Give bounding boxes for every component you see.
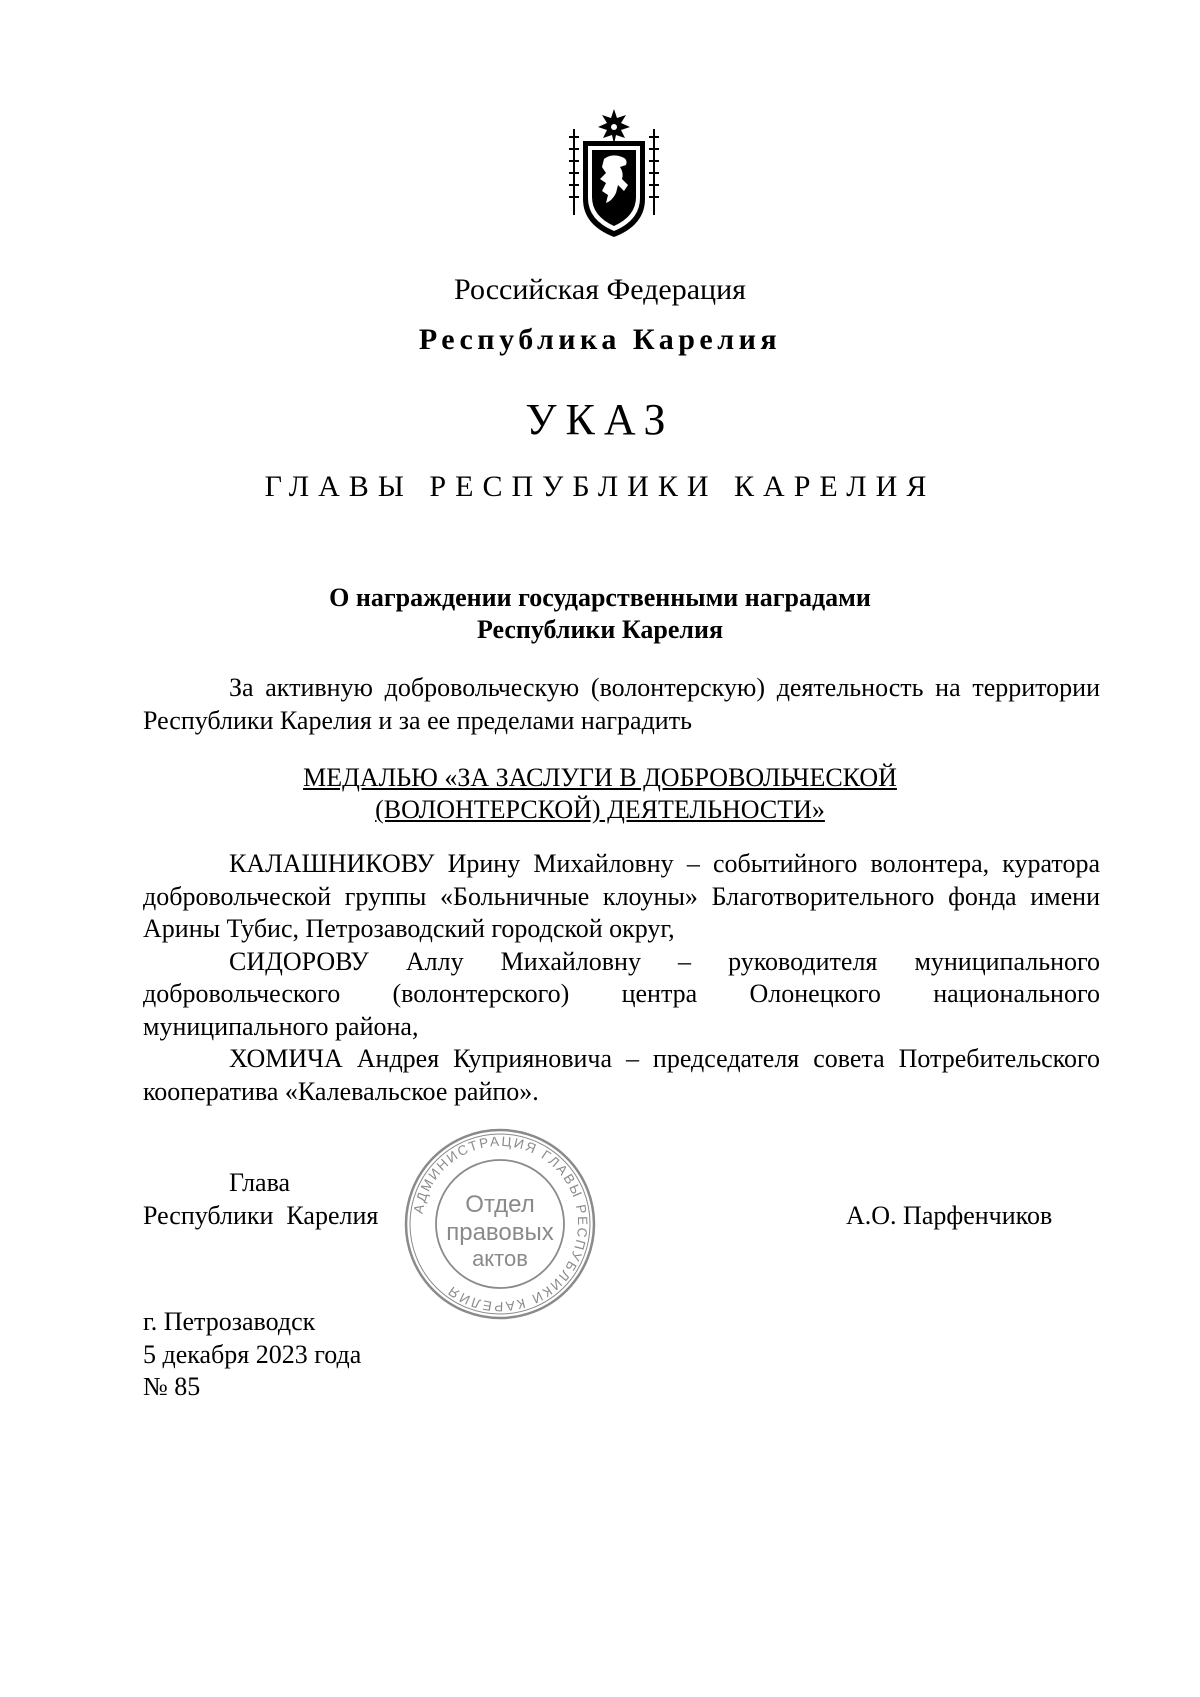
awardees-list <box>143 848 1100 1108</box>
awardee-item: ХОМИЧА Андрея Куприяновича – председателя совета Потребительского кооператива «Калевальское райпо». <box>143 1044 1100 1106</box>
stamp-center-line-3: актов <box>472 1246 528 1271</box>
signatory-position-line-1: Глава <box>229 1168 291 1197</box>
country-name: Российская Федерация <box>454 273 746 306</box>
decree-date: 5 декабря 2023 года <box>143 1339 362 1369</box>
intro-paragraph <box>143 672 1100 737</box>
signatory-position-line-2: Республики Карелия <box>143 1201 379 1230</box>
decree-title-line-2: Республики Карелия <box>476 615 724 644</box>
decree-city: г. Петрозаводск <box>143 1307 316 1336</box>
issuer-title: ГЛАВЫ РЕСПУБЛИКИ КАРЕЛИЯ <box>264 470 936 503</box>
decree-title <box>0 582 1200 646</box>
signatory-name: А.О. Парфенчиков <box>846 1201 1053 1230</box>
official-stamp <box>402 1126 598 1322</box>
karelia-coat-of-arms-icon <box>566 107 662 240</box>
award-name-line-2: (ВОЛОНТЕРСКОЙ) ДЕЯТЕЛЬНОСТИ» <box>375 795 825 824</box>
stamp-center-line-1: Отдел <box>465 1191 535 1218</box>
document-type: УКАЗ <box>525 395 675 444</box>
decree-title-line-1: О награждении государственными наградами <box>329 583 871 612</box>
stamp-center-line-2: правовых <box>446 1219 554 1246</box>
awardee-item: КАЛАШНИКОВУ Ирину Михайловну – событийного волонтера, куратора добровольческой группы «Больничные клоуны» Благотворительного фонда имени Арины Тубис, Петрозаводский городской округ, <box>143 849 1100 943</box>
awardee-item: СИДОРОВУ Аллу Михайловну – руководителя муниципального добровольческого (волонтерского) центра Олонецкого национального муниципального района, <box>143 946 1100 1041</box>
award-name-line-1: МЕДАЛЬЮ «ЗА ЗАСЛУГИ В ДОБРОВОЛЬЧЕСКОЙ <box>303 763 897 792</box>
award-name <box>0 762 1200 826</box>
signatory-position <box>143 1166 378 1232</box>
republic-name: Республика Карелия <box>418 323 782 356</box>
decree-footer <box>143 1306 361 1404</box>
intro-text: За активную добровольческую (волонтерскую) деятельность на территории Республики Карелия и за ее пределами наградить <box>143 673 1100 735</box>
decree-number: № 85 <box>143 1372 201 1401</box>
stamp-ring-text: АДМИНИСТРАЦИЯ ГЛАВЫ РЕСПУБЛИКИ КАРЕЛИЯ <box>410 1133 591 1315</box>
